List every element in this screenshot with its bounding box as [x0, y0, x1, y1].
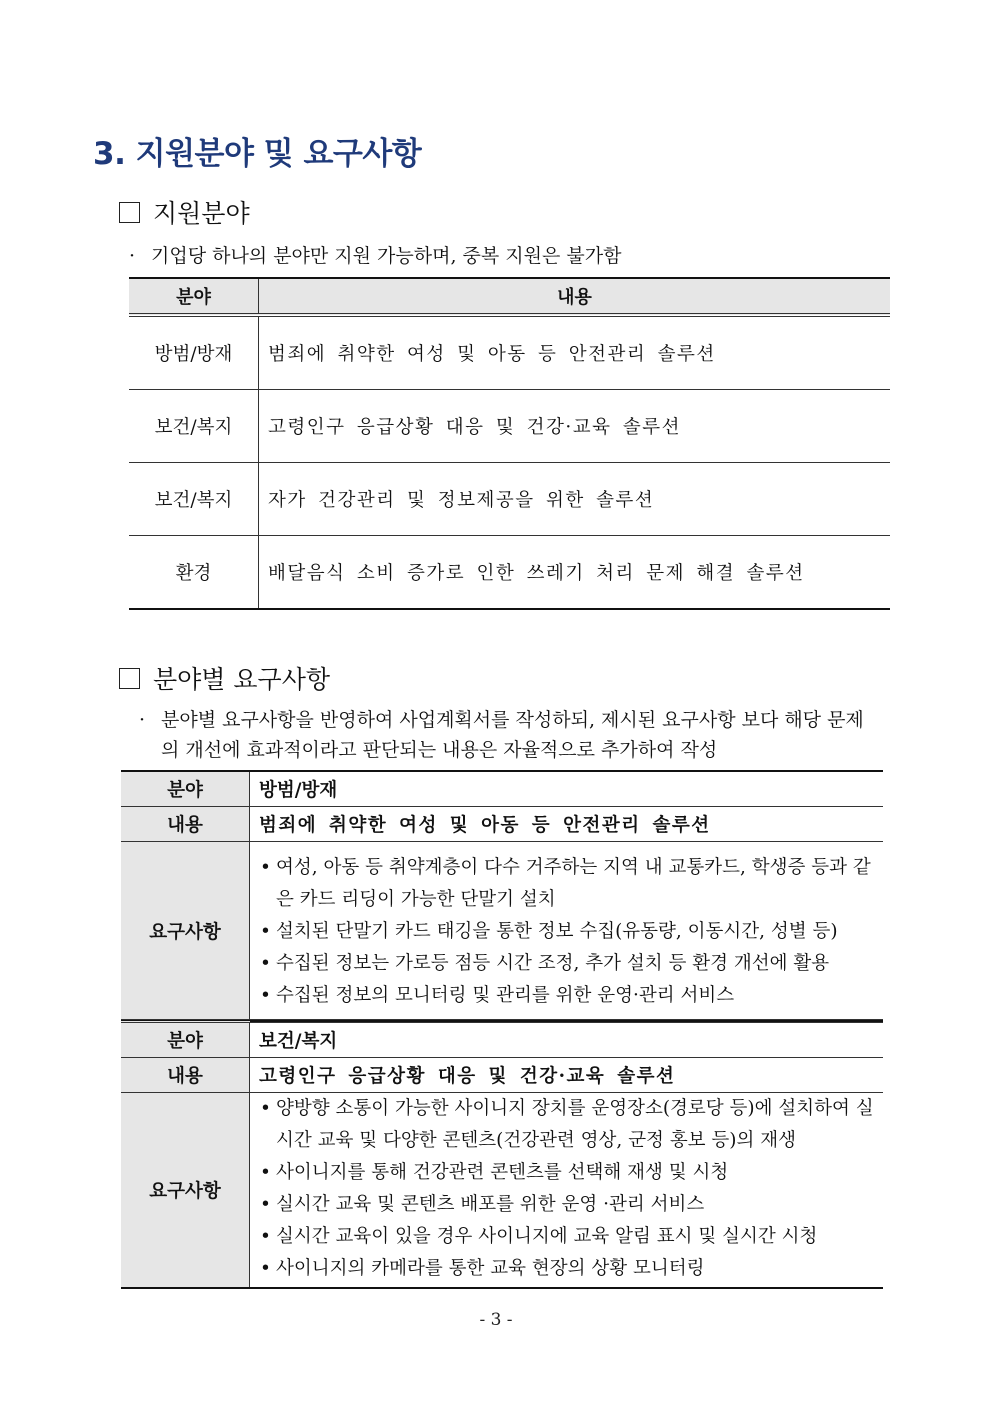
section2-bullet-line1: · 분야별 요구사항을 반영하여 사업계획서를 작성하되, 제시된 요구사항 보다 해당 문제	[139, 705, 864, 735]
bullet-dot-icon: •	[260, 1194, 271, 1215]
table-row	[121, 807, 883, 842]
page-title: 3. 지원분야 및 요구사항	[93, 136, 422, 172]
table-row	[121, 1058, 883, 1093]
row-content: 자가 건강관리 및 정보제공을 위한 솔루션	[259, 463, 891, 536]
requirements-cell	[250, 1093, 884, 1289]
bullet-dot-icon: ·	[129, 245, 136, 267]
bullet-dot-icon: •	[260, 1258, 271, 1279]
table-row	[129, 390, 890, 463]
row-field: 보건/복지	[129, 390, 259, 463]
checkbox-square-icon	[119, 668, 140, 689]
list-item: • 수집된 정보의 모니터링 및 관리를 위한 운영·관리 서비스	[260, 980, 879, 1012]
list-item: • 사이니지를 통해 건강관련 콘텐츠를 선택해 재생 및 시청	[260, 1157, 879, 1189]
requirements-table-safety	[121, 770, 883, 1022]
requirements-list	[250, 852, 883, 1012]
list-item: • 실시간 교육 및 콘텐츠 배포를 위한 운영 ·관리 서비스	[260, 1189, 879, 1221]
section-heading-text: 지원분야	[153, 199, 250, 228]
list-item: • 수집된 정보는 가로등 점등 시간 조정, 추가 설치 등 환경 개선에 활용	[260, 948, 879, 980]
bullet-dot-icon: •	[260, 1162, 271, 1183]
bullet-dot-icon: •	[260, 985, 271, 1006]
row-field: 보건/복지	[129, 463, 259, 536]
table-row	[129, 315, 890, 390]
list-item: • 양방향 소통이 가능한 사이니지 장치를 운영장소(경로당 등)에 설치하여 실시간 교육 및 다양한 콘텐츠(건강관련 영상, 군정 홍보 등)의 재생	[260, 1093, 879, 1157]
table-row	[129, 463, 890, 536]
label-requirements: 요구사항	[121, 1093, 250, 1289]
section-heading-text: 분야별 요구사항	[153, 665, 330, 694]
table-row	[121, 1093, 883, 1289]
row-content: 고령인구 응급상황 대응 및 건강·교육 솔루션	[259, 390, 891, 463]
label-field: 분야	[121, 1021, 250, 1058]
header-field: 분야	[129, 278, 259, 315]
table-row	[129, 536, 890, 610]
value-field: 방범/방재	[250, 771, 884, 807]
list-item: • 실시간 교육이 있을 경우 사이니지에 교육 알림 표시 및 실시간 시청	[260, 1221, 879, 1253]
value-content: 범죄에 취약한 여성 및 아동 등 안전관리 솔루션	[250, 807, 884, 842]
bullet-dot-icon: •	[260, 857, 271, 878]
requirements-cell	[250, 842, 884, 1022]
row-field: 방범/방재	[129, 315, 259, 390]
bullet-dot-icon: •	[260, 953, 271, 974]
section1-bullet: · 기업당 하나의 분야만 지원 가능하며, 중복 지원은 불가함	[129, 241, 621, 271]
list-item: • 설치된 단말기 카드 태깅을 통한 정보 수집(유동량, 이동시간, 성별 등)	[260, 916, 879, 948]
list-item: • 사이니지의 카메라를 통한 교육 현장의 상황 모니터링	[260, 1253, 879, 1285]
label-content: 내용	[121, 807, 250, 842]
table-row	[121, 1021, 883, 1058]
section2-bullet-line2: 의 개선에 효과적이라고 판단되는 내용은 자율적으로 추가하여 작성	[161, 739, 718, 761]
page-number: - 3 -	[479, 1310, 513, 1330]
row-content: 범죄에 취약한 여성 및 아동 등 안전관리 솔루션	[259, 315, 891, 390]
support-fields-table	[129, 277, 890, 610]
section-heading-requirements	[119, 660, 330, 696]
section-heading-support-fields	[119, 194, 250, 230]
label-field: 분야	[121, 771, 250, 807]
table-row	[121, 842, 883, 1022]
bullet-dot-icon: •	[260, 1226, 271, 1247]
row-field: 환경	[129, 536, 259, 610]
table-row	[121, 771, 883, 807]
value-content: 고령인구 응급상황 대응 및 건강·교육 솔루션	[250, 1058, 884, 1093]
bullet-dot-icon: •	[260, 921, 271, 942]
value-field: 보건/복지	[250, 1021, 884, 1058]
requirements-list	[250, 1093, 883, 1285]
list-item: • 여성, 아동 등 취약계층이 다수 거주하는 지역 내 교통카드, 학생증 등과 같은 카드 리딩이 가능한 단말기 설치	[260, 852, 879, 916]
label-requirements: 요구사항	[121, 842, 250, 1022]
bullet-dot-icon: ·	[139, 709, 146, 731]
checkbox-square-icon	[119, 202, 140, 223]
row-content: 배달음식 소비 증가로 인한 쓰레기 처리 문제 해결 솔루션	[259, 536, 891, 610]
header-content: 내용	[259, 278, 891, 315]
requirements-table-welfare	[121, 1019, 883, 1289]
label-content: 내용	[121, 1058, 250, 1093]
table-header-row	[129, 278, 890, 315]
bullet-dot-icon: •	[260, 1098, 271, 1119]
